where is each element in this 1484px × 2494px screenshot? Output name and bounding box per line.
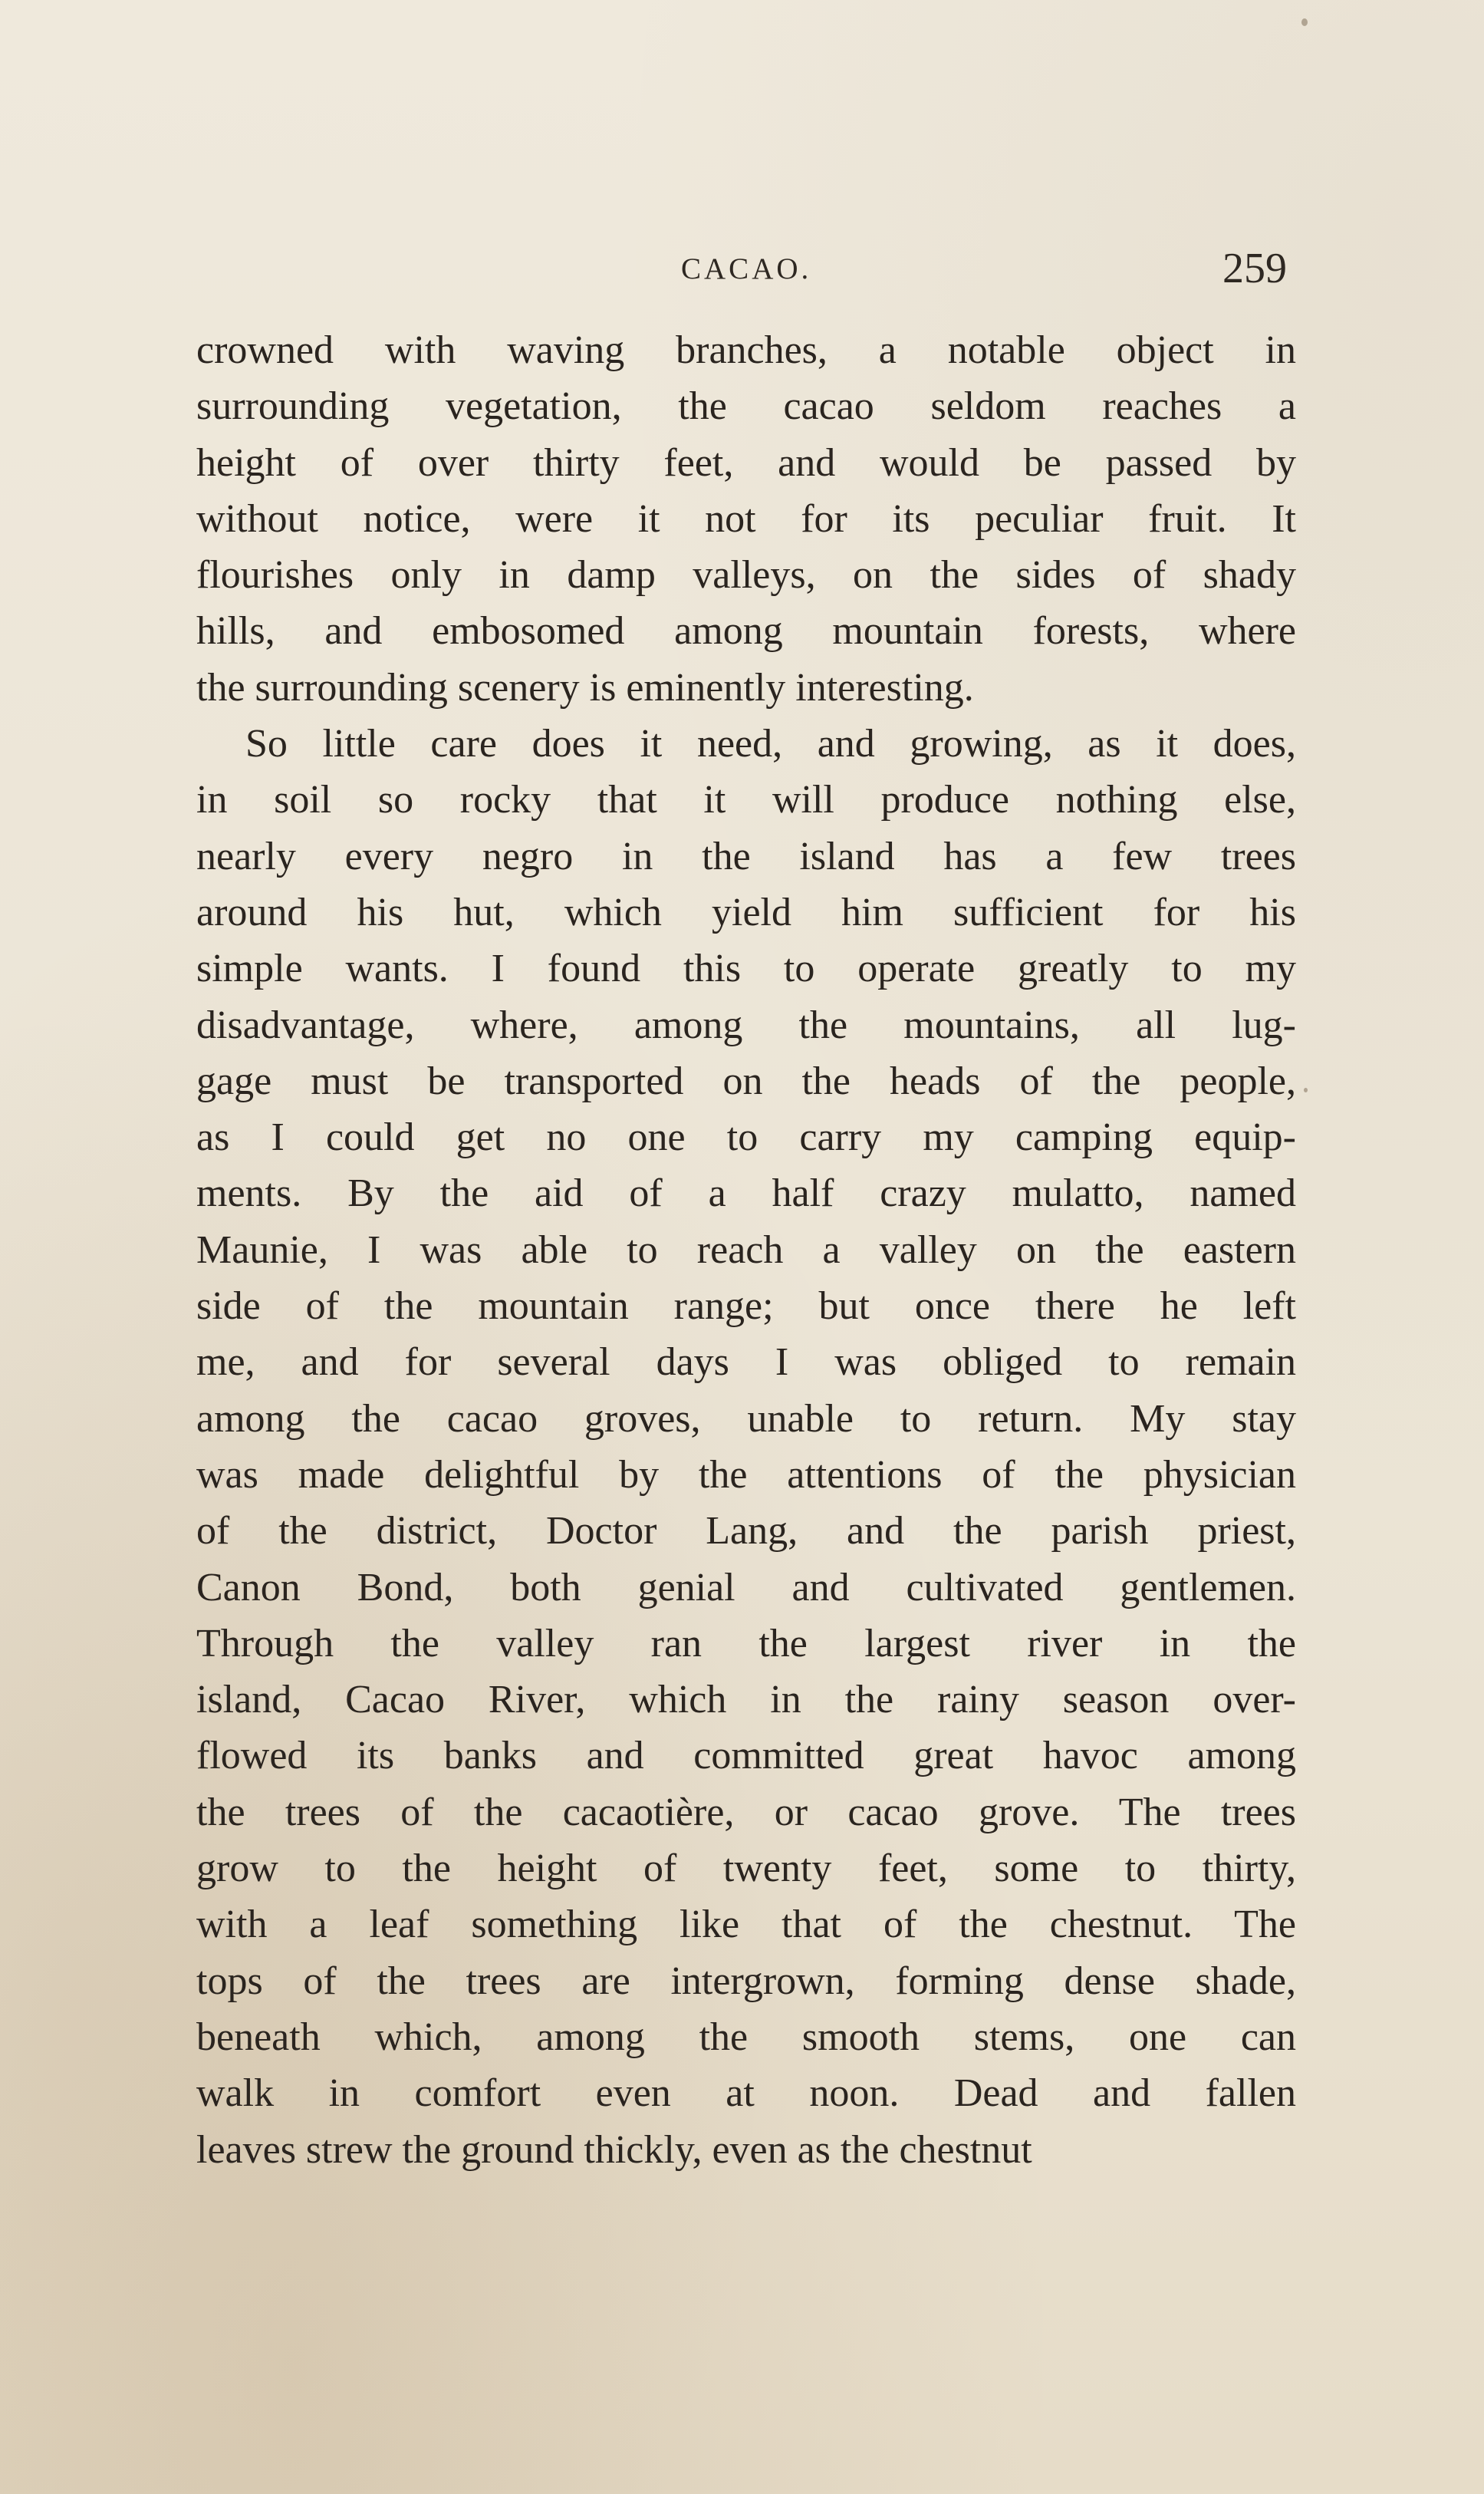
text-line: in soil so rocky that it will produce nothing else, xyxy=(196,778,1296,822)
text-line: was made delightful by the attentions of the physician xyxy=(196,1452,1296,1497)
text-line: side of the mountain range; but once there he left xyxy=(196,1284,1296,1329)
text-line: among the cacao groves, unable to return. My stay xyxy=(196,1396,1296,1441)
page-number: 259 xyxy=(1222,245,1287,292)
text-line: So little care does it need, and growing, as it does, xyxy=(245,722,1296,766)
text-line: Through the valley ran the largest river in the xyxy=(196,1621,1296,1665)
running-title: CACAO. xyxy=(681,252,812,285)
text-line: grow to the height of twenty feet, some to thirty, xyxy=(196,1847,1296,1891)
text-line: flowed its banks and committed great havoc among xyxy=(196,1734,1296,1778)
text-line: gage must be transported on the heads of the people, xyxy=(196,1059,1296,1103)
text-line: ments. By the aid of a half crazy mulatto, named xyxy=(196,1171,1296,1216)
text-line: flourishes only in damp valleys, on the sides of shady xyxy=(196,553,1296,598)
text-line: me, and for several days I was obliged to remain xyxy=(196,1340,1296,1385)
running-head xyxy=(0,244,1484,305)
text-line: as I could get no one to carry my camping equip- xyxy=(196,1115,1296,1160)
text-line: around his hut, which yield him sufficient for his xyxy=(196,890,1296,934)
text-line: island, Cacao River, which in the rainy season over- xyxy=(196,1678,1296,1722)
text-line: beneath which, among the smooth stems, one can xyxy=(196,2015,1296,2059)
text-line: walk in comfort even at noon. Dead and fallen xyxy=(196,2071,1296,2116)
text-line: the trees of the cacaotière, or cacao grove. The trees xyxy=(196,1790,1296,1834)
body-text xyxy=(196,322,1296,2178)
text-line: leaves strew the ground thickly, even as the chestnut xyxy=(196,2127,1032,2172)
paper-speck xyxy=(1301,18,1308,26)
text-line: nearly every negro in the island has a few trees xyxy=(196,834,1296,878)
text-line: of the district, Doctor Lang, and the parish priest, xyxy=(196,1509,1296,1553)
text-line: without notice, were it not for its peculiar fruit. It xyxy=(196,496,1296,541)
text-line: Canon Bond, both genial and cultivated gentlemen. xyxy=(196,1565,1296,1609)
text-line: crowned with waving branches, a notable object in xyxy=(196,328,1296,372)
text-line: tops of the trees are intergrown, forming dense shade, xyxy=(196,1959,1296,2003)
paper-speck xyxy=(1304,1088,1308,1092)
text-line: hills, and embosomed among mountain forests, where xyxy=(196,609,1296,654)
text-line: the surrounding scenery is eminently interesting. xyxy=(196,665,974,710)
text-line: with a leaf something like that of the chestnut. The xyxy=(196,1903,1296,1947)
text-line: disadvantage, where, among the mountains, all lug- xyxy=(196,1003,1296,1047)
text-line: Maunie, I was able to reach a valley on the eastern xyxy=(196,1227,1296,1272)
text-line: surrounding vegetation, the cacao seldom reaches a xyxy=(196,384,1296,429)
text-line: simple wants. I found this to operate greatly to my xyxy=(196,947,1296,991)
text-line: height of over thirty feet, and would be passed by xyxy=(196,440,1296,485)
